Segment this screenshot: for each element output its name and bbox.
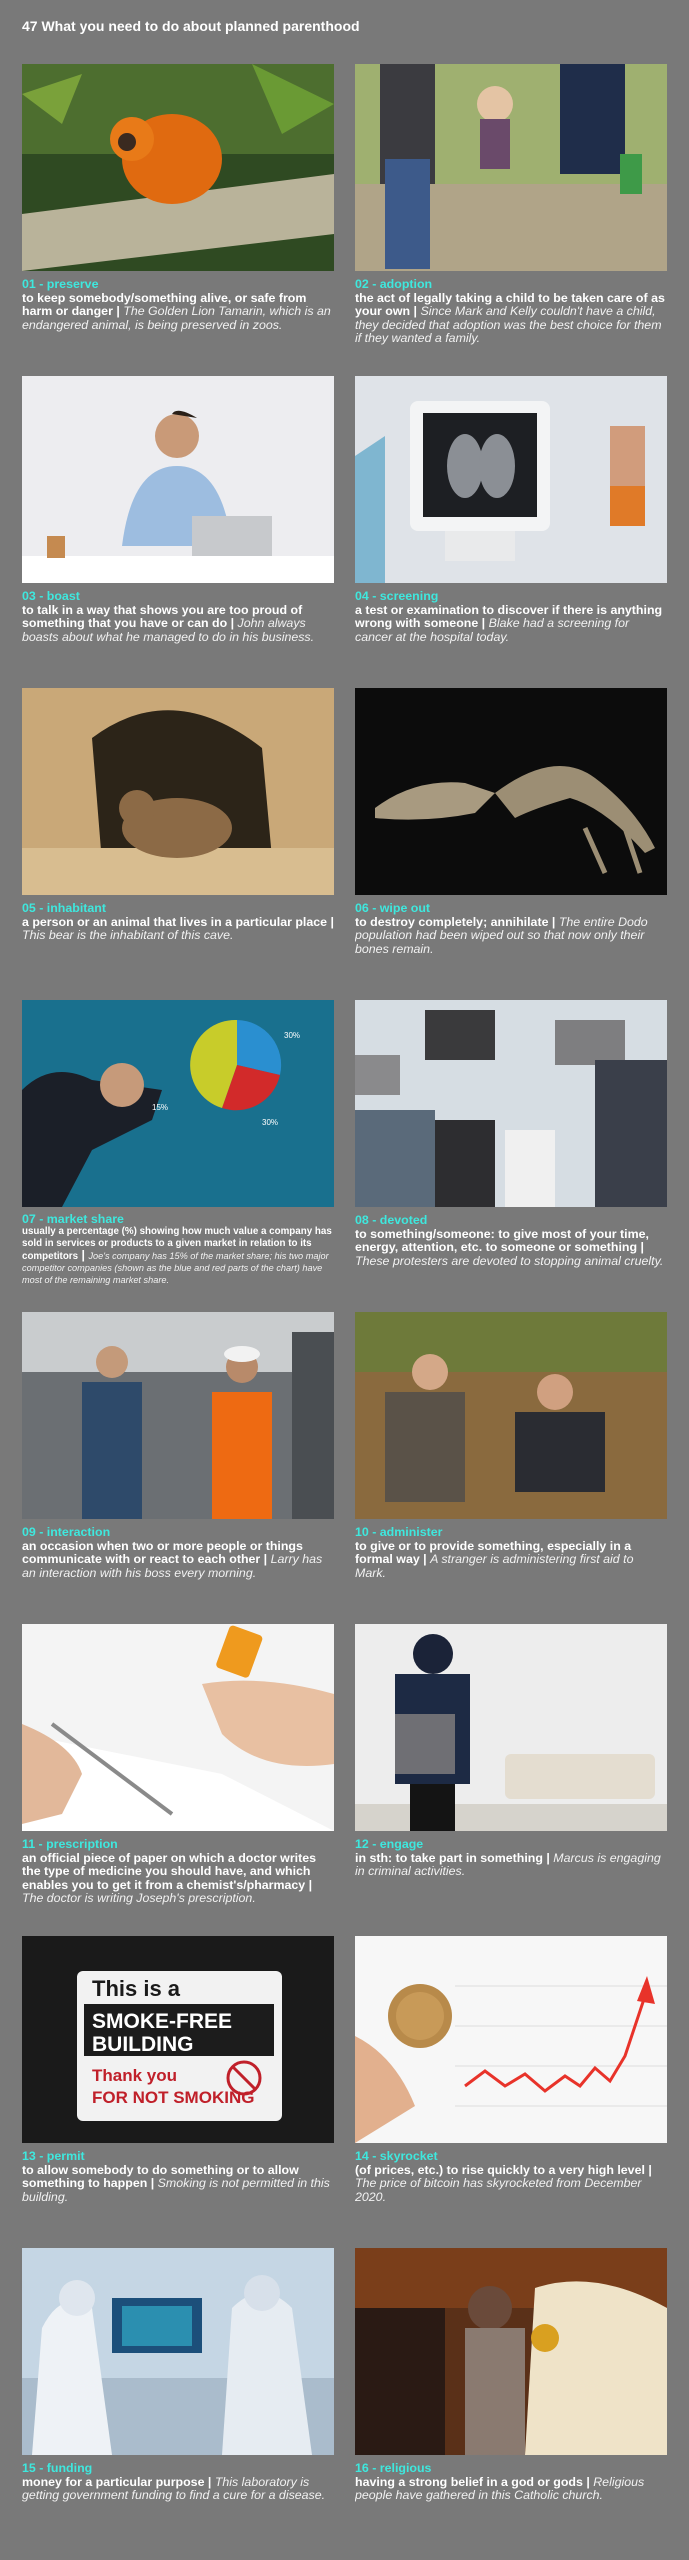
vocab-card (22, 64, 334, 376)
xray-screening-photo (355, 376, 667, 583)
item-example: A stranger is administering first aid to Mark. (355, 1552, 634, 1580)
separator: | (112, 304, 124, 318)
item-definition: money for a particular purpose (22, 2474, 205, 2489)
item-number: 16 - religious (355, 2461, 432, 2475)
bitcoin-chart-image (355, 1936, 667, 2143)
item-number: 12 - engage (355, 1837, 424, 1851)
item-number: 15 - funding (22, 2461, 93, 2475)
family-image (355, 64, 667, 271)
separator: | (327, 914, 334, 929)
item-number: 09 - interaction (22, 1525, 111, 1539)
bear-cave-image (22, 688, 334, 895)
chart-label: 30% (262, 1118, 279, 1127)
item-number: 10 - administer (355, 1525, 443, 1539)
tamarin-image (22, 64, 334, 271)
dodo-skeleton-photo (355, 688, 667, 895)
church-image (355, 2248, 667, 2455)
vocab-card (355, 1312, 667, 1624)
dodo-skeleton-image (355, 688, 667, 895)
item-example: The price of bitcoin has skyrocketed from December 2020. (355, 2176, 642, 2204)
boasting-man-image (22, 376, 334, 583)
separator: | (305, 1877, 313, 1892)
boasting-man-photo (22, 376, 334, 583)
vocab-card (355, 1000, 667, 1312)
separator: | (227, 616, 238, 630)
separator: | (478, 616, 489, 630)
item-example: The entire Dodo population had been wiped out so that now only their bones remain. (355, 914, 648, 956)
vocab-card (22, 1624, 334, 1936)
item-number: 04 - screening (355, 589, 439, 603)
vocab-card (22, 2248, 334, 2560)
item-definition: (of prices, etc.) to rise quickly to a very high level (355, 2162, 645, 2177)
item-definition: to something/someone: to give most of your time, energy, attention, etc. to someone or something (355, 1226, 649, 1254)
vocab-card (22, 1312, 334, 1624)
item-definition: usually a percentage (%) showing how much value a company has sold in services or products to a given market in relation to its competitors (22, 1225, 332, 1262)
vocab-card (22, 688, 334, 1000)
item-definition: in sth: to take part in something (355, 1850, 543, 1865)
item-example: Marcus is engaging in criminal activities. (355, 1850, 661, 1878)
separator: | (147, 2176, 158, 2190)
item-number: 07 - market share (22, 1212, 124, 1226)
sign-text: Thank you (92, 2066, 178, 2085)
prescription-photo (22, 1624, 334, 1831)
separator: | (644, 2162, 652, 2177)
item-number: 02 - adoption (355, 277, 433, 291)
item-example: The doctor is writing Joseph's prescription. (22, 1891, 256, 1905)
prescription-image (22, 1624, 334, 1831)
separator: | (204, 2474, 215, 2489)
item-definition: to talk in a way that shows you are too proud of something that you have or can do (22, 602, 303, 630)
vocab-card (22, 1000, 334, 1312)
item-definition: a test or examination to discover if there is anything wrong with someone (355, 602, 663, 630)
vocab-card (355, 688, 667, 1000)
item-number: 08 - devoted (355, 1213, 428, 1227)
vocab-card (355, 2248, 667, 2560)
market-share-photo (22, 1000, 334, 1207)
warehouse-workers-photo (22, 1312, 334, 1519)
vocab-card (355, 376, 667, 688)
item-number: 01 - preserve (22, 277, 99, 291)
item-definition: an official piece of paper on which a doctor writes the type of medicine you should have, and which enables you to get it from a chemist's/pharmacy (22, 1850, 316, 1892)
page-title: 47 What you need to do about planned parenthood (22, 18, 360, 34)
item-definition: a person or an animal that lives in a particular place (22, 914, 328, 929)
item-number: 13 - permit (22, 2149, 85, 2163)
laboratory-image (22, 2248, 334, 2455)
item-example: Religious people have gathered in this Catholic church. (355, 2474, 645, 2502)
item-definition: to destroy completely; annihilate (355, 914, 549, 929)
item-definition: having a strong belief in a god or gods (355, 2474, 583, 2489)
chart-label: 30% (284, 1031, 301, 1040)
laboratory-photo (22, 2248, 334, 2455)
separator: | (410, 304, 421, 318)
item-example: Joe's company has 15% of the market share; his two major competitor companies (shown as the blue and red parts of the chart) have most of the remaining market share. (22, 1250, 329, 1285)
smoke-free-sign-photo (22, 1936, 334, 2143)
item-example: Larry has an interaction with his boss every morning. (22, 1552, 323, 1580)
smoke-free-sign-image (22, 1936, 334, 2143)
item-example: The Golden Lion Tamarin, which is an endangered animal, is being preserved in zoos. (22, 304, 331, 332)
separator: | (78, 1247, 89, 1262)
tamarin-photo (22, 64, 334, 271)
sign-text: SMOKE-FREE (92, 2010, 233, 2033)
item-definition: to allow somebody to do something or to allow something to happen (22, 2162, 299, 2190)
separator: | (419, 1552, 431, 1566)
warehouse-workers-image (22, 1312, 334, 1519)
chart-label: 15% (152, 1103, 169, 1112)
separator: | (260, 1552, 271, 1566)
vocab-card (22, 376, 334, 688)
vocab-card (355, 1936, 667, 2248)
item-example: John always boasts about what he managed to do in his business. (22, 616, 315, 644)
item-example: These protesters are devoted to stopping animal cruelty. (355, 1253, 664, 1268)
protesters-image (355, 1000, 667, 1207)
church-photo (355, 2248, 667, 2455)
separator: | (637, 1240, 644, 1254)
vocabulary-grid (22, 64, 667, 2560)
burglar-photo (355, 1624, 667, 1831)
first-aid-image (355, 1312, 667, 1519)
separator: | (542, 1850, 554, 1865)
item-definition: to keep somebody/something alive, or safe from harm or danger (22, 290, 307, 318)
vocab-card (22, 1936, 334, 2248)
item-number: 11 - prescription (22, 1837, 118, 1851)
item-definition: to give or to provide something, especially in a formal way (355, 1538, 632, 1566)
item-number: 03 - boast (22, 589, 80, 603)
family-photo (355, 64, 667, 271)
bitcoin-chart-photo (355, 1936, 667, 2143)
separator: | (582, 2474, 594, 2489)
xray-screening-image (355, 376, 667, 583)
item-definition: an occasion when two or more people or things communicate with or react to each other (22, 1538, 303, 1566)
burglar-image (355, 1624, 667, 1831)
item-example: Smoking is not permitted in this building. (22, 2176, 330, 2204)
first-aid-photo (355, 1312, 667, 1519)
separator: | (548, 914, 559, 929)
item-number: 06 - wipe out (355, 901, 431, 915)
sign-text: FOR NOT SMOKING (92, 2088, 255, 2107)
bear-cave-photo (22, 688, 334, 895)
item-number: 14 - skyrocket (355, 2149, 438, 2163)
market-share-image (22, 1000, 334, 1207)
sign-text: BUILDING (92, 2033, 194, 2056)
item-example: This bear is the inhabitant of this cave. (22, 928, 234, 942)
vocab-card (355, 64, 667, 376)
vocab-card (355, 1624, 667, 1936)
item-number: 05 - inhabitant (22, 901, 106, 915)
sign-text: This is a (92, 1976, 181, 2001)
protesters-photo (355, 1000, 667, 1207)
item-example: Blake had a screening for cancer at the hospital today. (355, 616, 630, 644)
item-example: This laboratory is getting government funding to find a cure for a disease. (22, 2474, 326, 2502)
item-example: Since Mark and Kelly couldn't have a child, they decided that adoption was the best choice for them if they wanted a family. (355, 304, 662, 345)
item-definition: the act of legally taking a child to be taken care of as your own (355, 290, 665, 318)
